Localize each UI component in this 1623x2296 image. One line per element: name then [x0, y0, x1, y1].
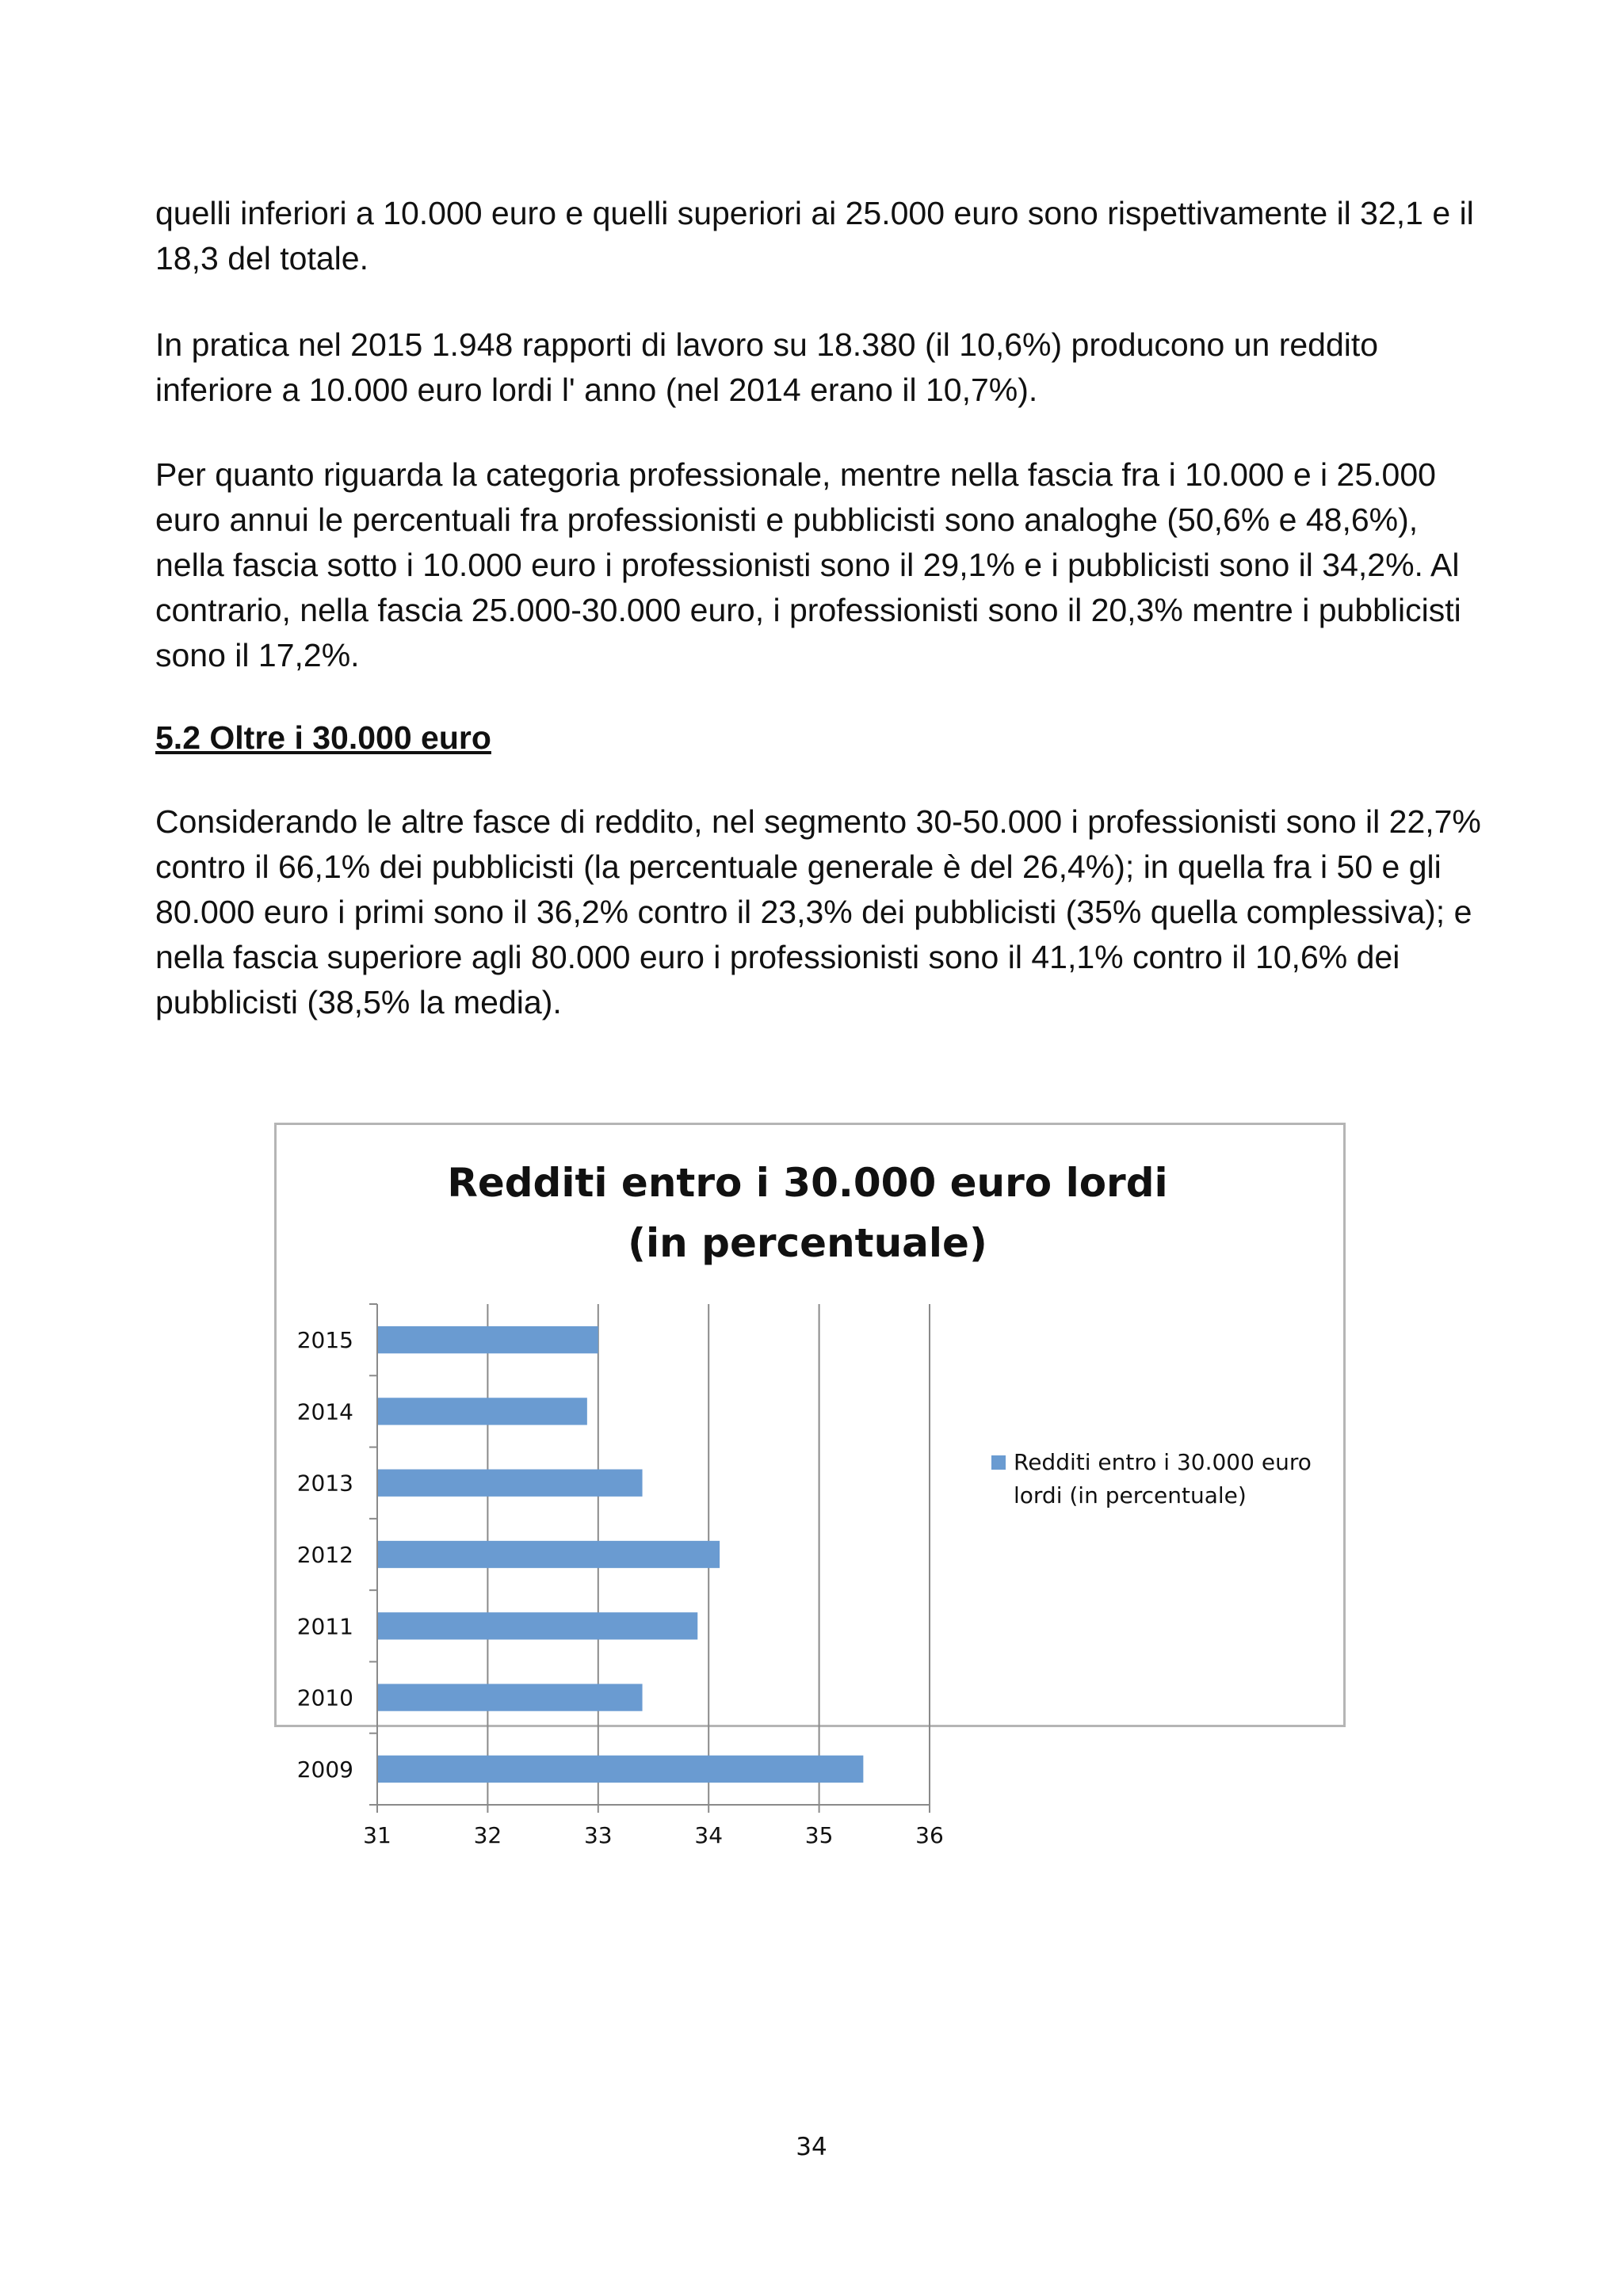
x-tick-label: 31	[363, 1822, 391, 1848]
chart-container	[274, 1123, 1346, 1848]
paragraph-professional-category: Per quanto riguarda la categoria professionale, mentre nella fascia fra i 10.000 e i 25.000 euro annui le percentuali fra professionisti e pubblicisti sono analoghe (50,6% e 48,6%), nella fascia sotto i 10.000 euro i professionisti sono il 29,1% e i pubblicisti sono il 34,2%. Al contrario, nella fascia 25.000-30.000 euro, i professionisti sono il 20,3% mentre i pubblicisti sono il 17,2%.	[155, 456, 1461, 673]
x-tick-label: 32	[473, 1822, 502, 1848]
page-number: 34	[796, 2133, 827, 2161]
paragraph-2015-summary: In pratica nel 2015 1.948 rapporti di lavoro su 18.380 (il 10,6%) producono un reddito inferiore a 10.000 euro lordi l' anno (nel 2014 erano il 10,7%).	[155, 326, 1379, 408]
x-tick-label: 33	[583, 1822, 613, 1848]
x-tick-label: 36	[915, 1822, 944, 1848]
chart-title-line: (in percentuale)	[628, 1220, 987, 1266]
legend-swatch	[991, 1455, 1006, 1470]
bar	[378, 1756, 863, 1783]
bar	[378, 1326, 598, 1353]
x-tick-label: 34	[694, 1822, 724, 1848]
legend-label-line: lordi (in percentuale)	[1014, 1482, 1247, 1508]
y-category-label: 2012	[296, 1542, 353, 1568]
bar	[378, 1470, 643, 1497]
y-category-label: 2015	[296, 1327, 353, 1354]
chart-title-line: Redditi entro i 30.000 euro lordi	[447, 1160, 1168, 1206]
y-category-label: 2009	[296, 1756, 353, 1783]
y-category-label: 2014	[296, 1398, 353, 1425]
legend-label-line: Redditi entro i 30.000 euro	[1014, 1449, 1312, 1475]
y-category-label: 2010	[296, 1684, 353, 1711]
section-heading: 5.2 Oltre i 30.000 euro	[155, 719, 491, 756]
bar	[378, 1612, 697, 1639]
bar	[378, 1541, 720, 1568]
bar	[378, 1684, 643, 1711]
bar	[378, 1398, 587, 1425]
bar-chart	[277, 1125, 1343, 1848]
y-category-label: 2011	[296, 1613, 353, 1640]
paragraph-other-income-bands: Considerando le altre fasce di reddito, nel segmento 30-50.000 i professionisti sono il 22,7% contro il 66,1% dei pubblicisti (la percentuale generale è del 26,4%); in quella fra i 50 e gli 80.000 euro i primi sono il 36,2% contro il 23,3% dei pubblicisti (35% quella complessiva); e nella fascia superiore agli 80.000 euro i professionisti sono il 41,1% contro il 10,6% dei pubblicisti (38,5% la media).	[155, 803, 1481, 1020]
x-tick-label: 35	[804, 1822, 834, 1848]
paragraph-income-shares: quelli inferiori a 10.000 euro e quelli superiori ai 25.000 euro sono rispettivamente il 32,1 e il 18,3 del totale.	[155, 195, 1474, 277]
y-category-label: 2013	[296, 1470, 353, 1497]
